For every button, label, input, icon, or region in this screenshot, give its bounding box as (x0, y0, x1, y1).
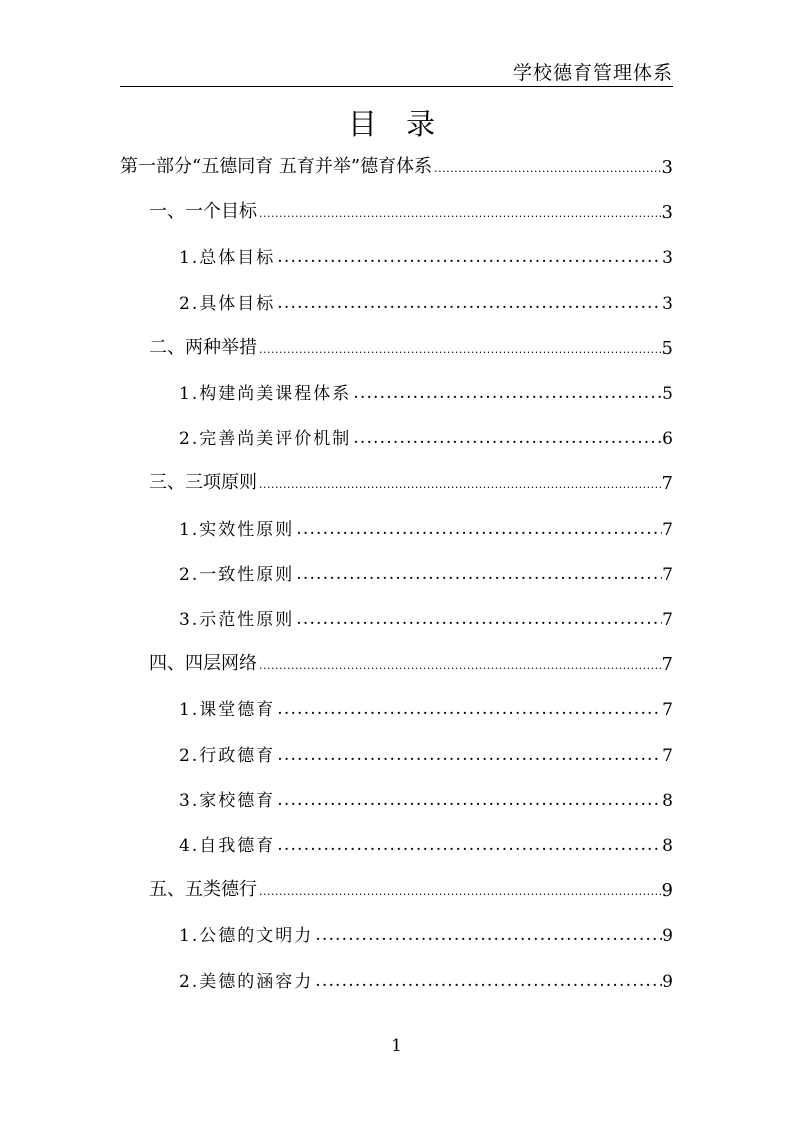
toc-entry-label: 五、五类德行 (149, 879, 257, 901)
toc-dot-leader (294, 608, 662, 630)
toc-entry-page: 9 (661, 880, 673, 902)
toc-entry[interactable] (149, 197, 673, 223)
toc-entry-page: 7 (661, 473, 673, 495)
toc-dot-leader (351, 382, 662, 404)
toc-entry[interactable] (149, 649, 673, 675)
toc-entry-page: 7 (661, 654, 673, 676)
toc-dot-leader (257, 476, 662, 494)
toc-dot-leader (275, 834, 662, 856)
toc-entry[interactable] (179, 740, 673, 766)
toc-dot-leader (351, 427, 662, 449)
toc-entry-label: 1.公德的文明力 (179, 926, 314, 947)
toc-entry[interactable] (179, 830, 673, 856)
toc-entry-page: 3 (662, 248, 673, 269)
toc-dot-leader (275, 698, 662, 720)
toc-entry-page: 3 (661, 157, 673, 178)
toc-entry[interactable] (120, 152, 673, 178)
toc-entry-label: 2.行政德育 (179, 745, 276, 766)
toc-dot-leader (294, 518, 662, 540)
toc-entry-page: 7 (662, 745, 673, 766)
toc-entry-label: 4.自我德育 (179, 836, 276, 856)
toc-entry-label: 一、一个目标 (149, 201, 257, 223)
toc-dot-leader (257, 205, 662, 223)
toc-entry-label: 三、三项原则 (149, 472, 257, 494)
toc-entry[interactable] (179, 966, 673, 992)
toc-entry[interactable] (179, 604, 673, 630)
toc-entry-label: 2.一致性原则 (179, 564, 295, 585)
toc-dot-leader (432, 160, 661, 178)
toc-dot-leader (294, 563, 662, 585)
toc-entry-page: 7 (662, 564, 673, 585)
toc-entry-label: 1.课堂德育 (179, 700, 276, 721)
toc-entry-label: 二、两种举措 (149, 336, 257, 358)
header-title: 学校德育管理体系 (512, 62, 673, 84)
toc-entry[interactable] (179, 423, 673, 449)
toc-dot-leader (257, 883, 662, 901)
toc-entry-label: 2.完善尚美评价机制 (179, 429, 352, 450)
toc-entry-label: 第一部分“五德同育 五育并举”德育体系 (120, 156, 433, 177)
toc-title: 目 录 (347, 107, 446, 141)
toc-entry-label: 2.美德的涵容力 (179, 971, 314, 992)
toc-dot-leader (275, 789, 662, 811)
toc-dot-leader (275, 292, 662, 314)
toc-entry[interactable] (179, 514, 673, 540)
toc-dot-leader (257, 657, 662, 675)
toc-entry[interactable] (179, 242, 673, 268)
toc-entry[interactable] (179, 288, 673, 314)
toc-entry[interactable] (149, 875, 673, 901)
toc-entry[interactable] (179, 694, 673, 720)
toc-dot-leader (313, 924, 662, 946)
toc-entry-page: 7 (662, 700, 673, 721)
page-header (120, 54, 673, 87)
toc-entry[interactable] (149, 333, 673, 359)
toc-entry-page: 3 (662, 293, 673, 314)
toc-entry[interactable] (179, 920, 673, 946)
toc-entry[interactable] (149, 468, 673, 494)
toc-dot-leader (257, 341, 662, 359)
toc-entry-page: 8 (662, 836, 673, 856)
toc-dot-leader (275, 246, 662, 268)
toc-entry-label: 2.具体目标 (179, 293, 276, 314)
toc-entry-page: 5 (662, 384, 673, 404)
toc-entry[interactable] (179, 378, 673, 404)
toc-entry-page: 3 (661, 202, 673, 224)
toc-entry-label: 3.家校德育 (179, 790, 276, 811)
toc-entry[interactable] (179, 559, 673, 585)
toc-entry-page: 7 (662, 519, 673, 540)
toc-entry-label: 四、四层网络 (149, 653, 257, 675)
toc-dot-leader (313, 970, 662, 992)
toc-entry-label: 1.构建尚美课程体系 (179, 384, 352, 404)
toc-entry-label: 1.实效性原则 (179, 519, 295, 540)
toc-entry-page: 9 (662, 926, 673, 947)
toc-entry[interactable] (179, 785, 673, 811)
toc-entry-page: 8 (662, 790, 673, 811)
toc-entry-label: 1.总体目标 (179, 248, 276, 269)
toc-entry-page: 6 (662, 429, 673, 450)
page-number: 1 (391, 1036, 402, 1056)
toc-entry-label: 3.示范性原则 (179, 610, 295, 630)
toc-entry-page: 5 (661, 337, 673, 359)
toc-entry-page: 9 (662, 971, 673, 992)
toc-dot-leader (275, 744, 662, 766)
toc-entry-page: 7 (662, 610, 673, 630)
